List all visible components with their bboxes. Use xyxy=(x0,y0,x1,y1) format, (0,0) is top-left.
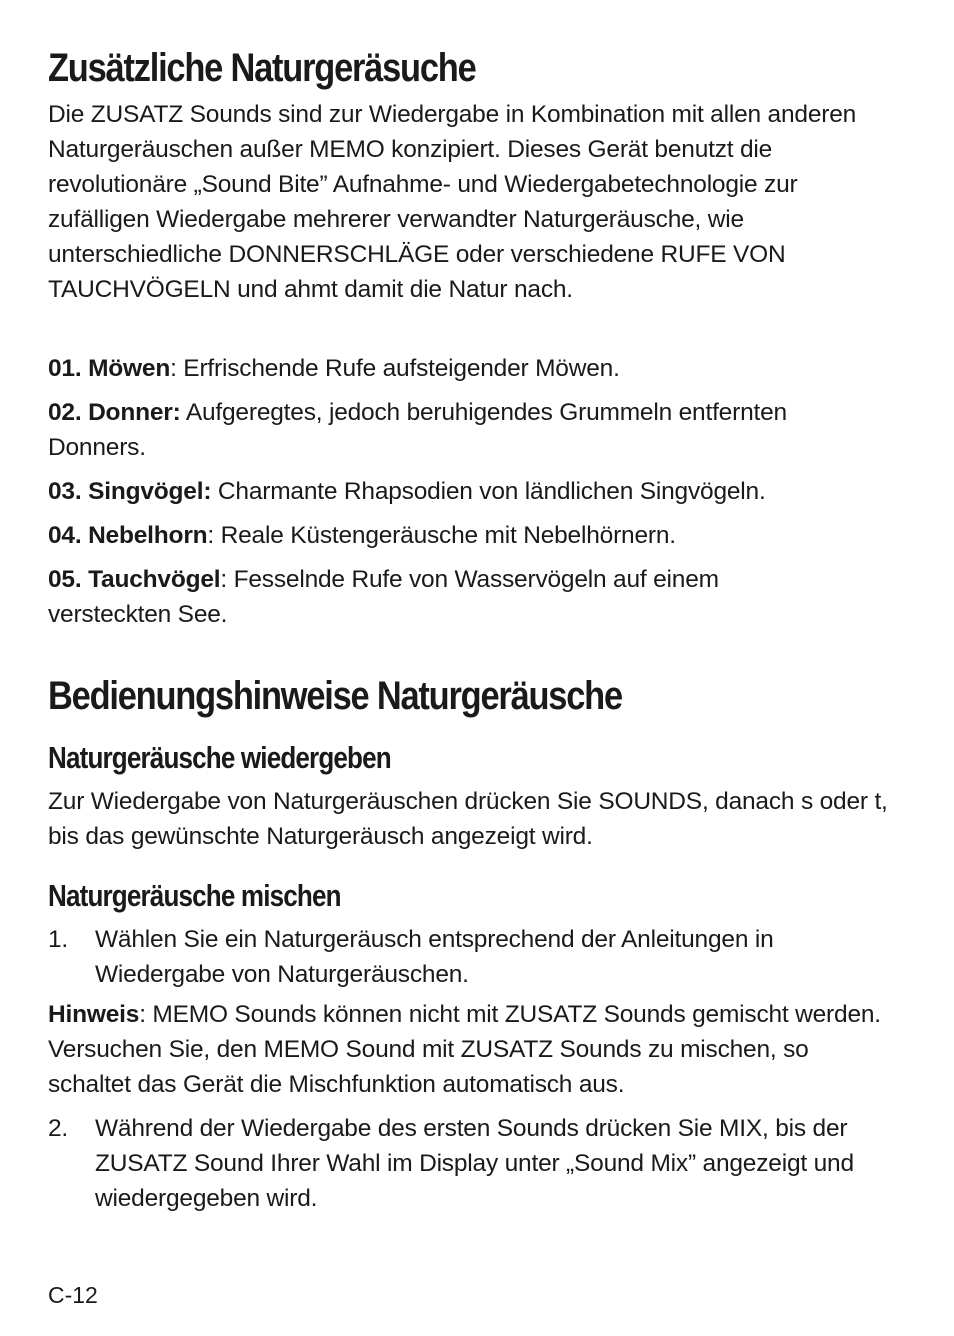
step-text: Wählen Sie ein Naturgeräusch entsprechend der Anleitungen in Wiedergabe von Naturgeräuschen. xyxy=(95,926,774,988)
item-text: Charmante Rhapsodien von ländlichen Singvögeln. xyxy=(211,478,766,505)
step-number: 2. xyxy=(48,1115,69,1142)
play-paragraph: Zur Wiedergabe von Naturgeräuschen drücken Sie SOUNDS, danach s oder t, bis das gewünschte Naturgeräusch angezeigt wird. xyxy=(48,788,888,850)
item-label: 05. Tauchvögel xyxy=(48,566,221,593)
item-text: Aufgeregtes, jedoch beruhigendes Grummeln entfernten Donners. xyxy=(48,399,787,461)
step-number: 1. xyxy=(48,926,69,953)
note-label: Hinweis xyxy=(48,1001,140,1028)
item-text: : Fesselnde Rufe von Wasservögeln auf einem versteckten See. xyxy=(48,566,719,628)
subsection-title-mix: Naturgeräusche mischen xyxy=(48,878,341,913)
step-1 xyxy=(48,922,886,992)
step-text: Während der Wiedergabe des ersten Sounds drücken Sie MIX, bis der ZUSATZ Sound Ihrer Wahl im Display unter „Sound Mix” angezeigt und wiedergegeben wird. xyxy=(95,1115,854,1212)
subsection-title-play: Naturgeräusche wiedergeben xyxy=(48,740,391,775)
list-item xyxy=(48,518,886,553)
note-paragraph xyxy=(48,997,886,1102)
list-item xyxy=(48,351,886,386)
item-text: : Reale Küstengeräusche mit Nebelhörnern. xyxy=(207,522,676,549)
sound-list xyxy=(48,351,886,632)
item-label: 03. Singvögel: xyxy=(48,478,212,505)
section-title-additional-sounds: Zusätzliche Naturgeräsuche xyxy=(48,46,476,90)
list-item xyxy=(48,562,808,632)
section-title-operation: Bedienungshinweise Naturgeräusche xyxy=(48,674,622,718)
page-number: C-12 xyxy=(48,1282,98,1308)
item-text: : Erfrischende Rufe aufsteigender Möwen. xyxy=(170,355,620,382)
item-label: 02. Donner: xyxy=(48,399,181,426)
list-item xyxy=(48,395,808,465)
step-2 xyxy=(48,1111,868,1216)
list-item xyxy=(48,474,886,509)
item-label: 04. Nebelhorn xyxy=(48,522,208,549)
note-text: : MEMO Sounds können nicht mit ZUSATZ Sounds gemischt werden. Versuchen Sie, den MEMO Sound mit ZUSATZ Sounds zu mischen, so schaltet das Gerät die Mischfunktion automatisch aus. xyxy=(48,1001,881,1098)
item-label: 01. Möwen xyxy=(48,355,171,382)
intro-paragraph: Die ZUSATZ Sounds sind zur Wiedergabe in Kombination mit allen anderen Naturgeräuschen außer MEMO konzipiert. Dieses Gerät benutzt die revolutionäre „Sound Bite” Aufnahme- und Wiedergabetechnologie zur zufälligen Wiedergabe mehrerer verwandter Naturgeräusche, wie unterschiedliche DONNERSCHLÄGE oder verschiedene RUFE VON TAUCHVÖGELN und ahmt damit die Natur nach. xyxy=(48,101,857,303)
